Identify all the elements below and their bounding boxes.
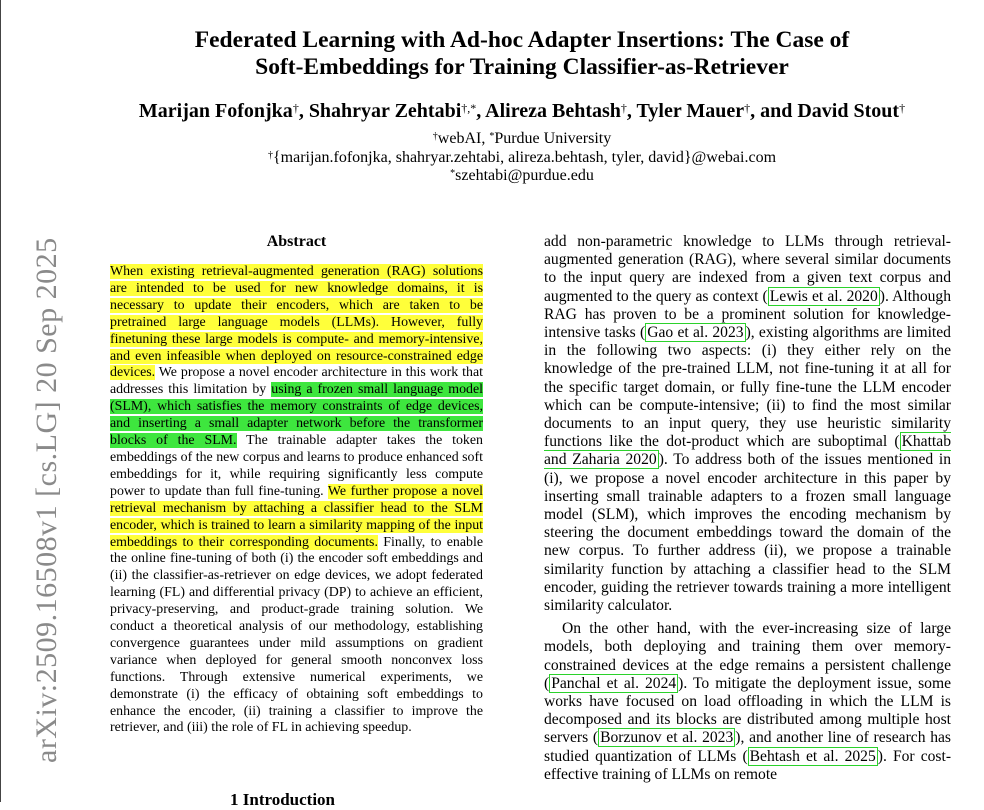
intro-text: ), existing algorithms are limited in the following two aspects: (i) they either rely on the knowledge of the pre-trained LLM, not fine-tuning it at all for the specific target domain, or fully fine-tune the LLM encoder which can be compute-intensive; (ii) to find the most similar documents to an input query, they use heuristic similarity functions like the dot-product which are suboptimal ( xyxy=(544,324,951,451)
title-line-2: Soft-Embeddings for Training Classifier-as-Retriever xyxy=(255,54,789,80)
affiliation-webai: webAI, xyxy=(437,130,490,147)
intro-text: ), and another line of research has studied quantization of LLMs ( xyxy=(544,729,951,765)
star-mark-email: * xyxy=(450,168,456,179)
intro-paragraph-1 xyxy=(544,233,951,615)
star-mark: * xyxy=(489,131,495,142)
dagger-mark-email: † xyxy=(267,150,273,161)
abstract-text-2: The trainable adapter takes the token embeddings of the new corpus and learns to produce enhanced soft embeddings for it, while requiring significantly less compute power to update than full fine-tuning. xyxy=(110,433,483,499)
author-conjunction: , and xyxy=(750,100,793,122)
author-4: Tyler Mauer xyxy=(636,100,745,122)
highlight-green-1: using a frozen small language model (SLM), which satisfies the memory constraints of edge devices, and inserting a small adapter network before the transformer blocks of the SLM. xyxy=(110,382,483,449)
title-line-1: Federated Learning with Ad-hoc Adapter Insertions: The Case of xyxy=(194,27,850,53)
email-group[interactable]: {marijan.fofonjka, shahryar.zehtabi, alireza.behtash, tyler, david}@webai.com xyxy=(272,149,777,166)
abstract-text-3: Finally, to enable the online fine-tuning of both (i) the encoder soft embeddings and (ii) the classifier-as-retriever on edge devices, we adopt federated learning (FL) and differential privacy (DP) to achieve an efficient, privacy-preserving, and product-grade training solution. We conduct a theoretical analysis of our methodology, establishing convergence guarantees under mild assumptions on gradient variance when deployed for general smooth nonconvex loss functions. Through extensive numerical experiments, we demonstrate (i) the efficacy of obtaining soft embeddings to enhance the encoder, (ii) training a classifier to improve the retriever, and (iii) the role of FL in achieving speedup. xyxy=(110,534,483,736)
abstract-body xyxy=(110,264,483,737)
introduction-column xyxy=(544,233,951,784)
abstract-text-1: We propose a novel encoder architecture in this work that addresses this limitation by xyxy=(110,365,483,398)
author-4-mark: † xyxy=(744,101,751,115)
citation-link[interactable]: Gao et al. 2023 xyxy=(647,324,744,342)
intro-text: ). To mitigate the deployment issue, some works have focused on load offloading in which the LLM is decomposed and its blocks are distributed among multiple host servers ( xyxy=(544,674,951,747)
highlight-yellow-1: When existing retrieval-augmented generation (RAG) solutions are intended to be used for new knowledge domains, it is necessary to update their encoders, which are taken to be pretrained large language models (LLMs). However, fully finetuning these large models is compute- and memory-intensive, and even infeasible when deployed on resource-constrained edge devices. xyxy=(110,264,483,381)
arxiv-sidebar xyxy=(0,237,80,802)
author-1: Marijan Fofonjka xyxy=(138,100,293,122)
abstract-heading: Abstract xyxy=(266,233,327,250)
author-2-mark: †,* xyxy=(461,101,477,115)
author-5-mark: † xyxy=(899,101,906,115)
author-3-mark: † xyxy=(620,101,627,115)
citation-link[interactable]: Behtash et al. 2025 xyxy=(749,747,876,765)
author-2: Shahryar Zehtabi xyxy=(308,100,462,122)
citation-link[interactable]: Borzunov et al. 2023 xyxy=(600,729,734,747)
affiliation-purdue: Purdue University xyxy=(494,130,612,147)
arxiv-identifier xyxy=(30,237,63,802)
highlight-yellow-2: We further propose a novel retrieval mechanism by attaching a classifier head to the SLM encoder, which is trained to learn a similarity mapping of the input embeddings to their corresponding documents. xyxy=(110,483,483,550)
dagger-mark: † xyxy=(432,131,438,142)
arxiv-identifier-text: arXiv:2509.16508v1 [cs.LG] 20 Sep 2025 xyxy=(30,237,63,763)
intro-text: ). To address both of the issues mentioned in (i), we propose a novel encoder architecture in this paper by inserting small trainable adapters to a frozen small language model (SLM), which improves the encoding mechanism by steering the document embeddings toward the domain of the new corpus. To further address (ii), we propose a trainable similarity function by attaching a classifier head to the SLM encoder, guiding the retriever towards training a more intelligent similarity calculator. xyxy=(544,451,951,615)
email-line-purdue xyxy=(80,166,964,185)
intro-text: On the other hand, with the ever-increasing size of large models, both deploying and training them over memory-constrained devices at the edge remains a persistent challenge ( xyxy=(544,620,951,692)
paper-title xyxy=(80,27,964,81)
intro-text: ). Although RAG has proven to be a prominent solution for knowledge-intensive tasks ( xyxy=(544,287,952,342)
citation-link[interactable]: Panchal et al. 2024 xyxy=(551,674,677,692)
intro-paragraph-2 xyxy=(544,620,951,784)
author-3: Alireza Behtash xyxy=(485,100,621,122)
intro-text: ). For cost-effective training of LLMs on remote xyxy=(544,747,952,783)
email-line-webai xyxy=(80,148,964,167)
email-purdue[interactable]: szehtabi@purdue.edu xyxy=(455,167,594,184)
author-list: Marijan Fofonjka†, Shahryar Zehtabi†,*, Alireza Behtash†, Tyler Mauer†, and David Stout† xyxy=(138,100,906,122)
section-heading-introduction: 1 Introduction xyxy=(230,790,336,809)
citation-link[interactable]: Lewis et al. 2020 xyxy=(769,287,878,305)
intro-text: add non-parametric knowledge to LLMs through retrieval-augmented generation (RAG), where several similar documents to the input query are indexed from a given text corpus and augmented to the query as context ( xyxy=(544,233,951,305)
author-5: David Stout xyxy=(797,100,900,122)
author-1-mark: † xyxy=(292,101,299,115)
affiliation-line xyxy=(80,129,964,148)
citation-link[interactable]: Khattab and Zaharia 2020 xyxy=(544,433,951,469)
